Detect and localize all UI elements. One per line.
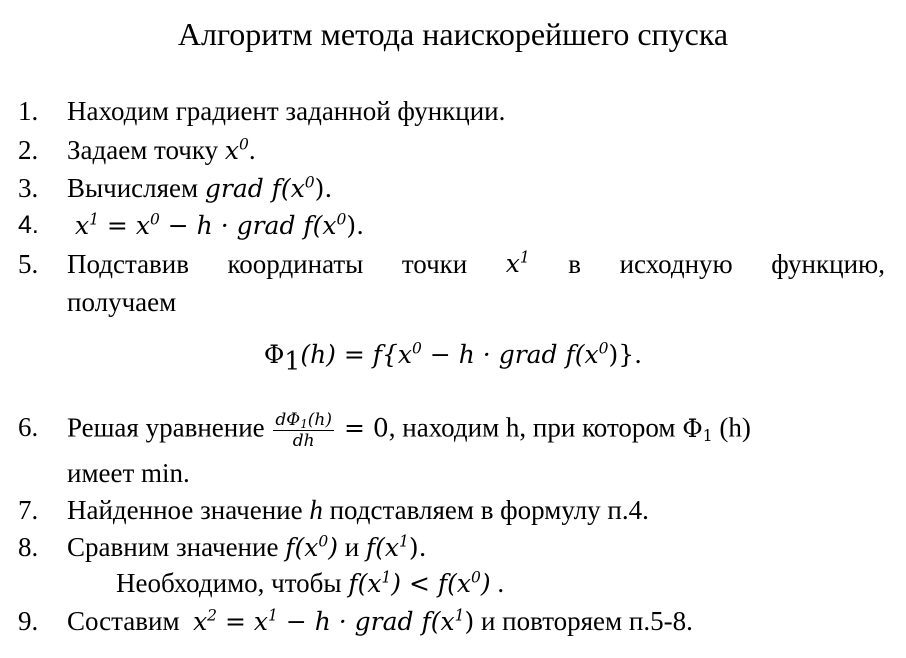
step-label: Решая уравнение	[67, 412, 265, 443]
step-number: 6.	[18, 412, 39, 442]
formula: $f(x^1) < f(x^0)$	[348, 568, 491, 598]
step-text: получаем	[67, 287, 177, 317]
step-text: Решая уравнение $\frac{d\Phi_1(h)}{dh}$ = 0, находим h, при котором $\Phi_1$ (h)	[67, 410, 751, 451]
page-title: Алгоритм метода наискорейшего спуска	[177, 16, 729, 52]
step-number: 2.	[18, 135, 39, 165]
step-text	[75, 208, 364, 243]
phi-symbol: $\Phi_1$	[682, 413, 713, 445]
formula: $x^2 = x^1 - h$ · grad $f(x^1)$	[193, 606, 475, 636]
step-number: 3.	[18, 173, 39, 203]
step-number: 4.	[18, 211, 39, 239]
formula: $\Phi_1(h) = f\{x^0 - h$ · grad $f(x^0)$}.	[263, 339, 643, 376]
h-variable: h	[309, 495, 323, 525]
step-number: 5.	[18, 249, 39, 279]
derivative-fraction: $\frac{d\Phi_1(h)}{dh}$	[275, 410, 333, 451]
step-number: 9.	[18, 606, 39, 636]
formula: grad $f(x^0)$.	[204, 173, 333, 203]
formula: $x^0$	[224, 135, 249, 165]
formula: $x^1$	[505, 248, 530, 278]
step-text: Сравним значение $f(x^0)$ и $f(x^1)$.	[67, 532, 427, 562]
step-text: Находим градиент заданной функции.	[67, 96, 506, 126]
step-number: 8.	[18, 532, 39, 562]
step-text: имеет min.	[67, 458, 190, 488]
step-number: 1.	[18, 96, 39, 126]
formula: $f(x^0)$	[285, 532, 338, 562]
step-text: Найденное значение h подставляем в формулу п.4.	[67, 495, 649, 525]
step-label: Задаем точку	[67, 135, 219, 165]
formula: $f(x^1)$.	[365, 532, 427, 562]
formula: $x^1 = x^0 - h$ · grad $f(x^0)$.	[75, 210, 365, 240]
step-text: Составим $x^2 = x^1 - h$ · grad $f(x^1)$ и повторяем п.5-8.	[67, 606, 693, 636]
step-text: Необходимо, чтобы $f(x^1) < f(x^0)$ .	[116, 568, 505, 598]
step-text	[67, 171, 332, 206]
step-number: 7.	[18, 495, 39, 525]
phi-equation	[0, 337, 906, 376]
step-label: Вычисляем	[67, 173, 199, 203]
step-text: Подставив координаты точки $x^1$ в исходную функцию,	[67, 248, 885, 279]
step-text: Задаем точку $x^0$.	[67, 135, 256, 165]
